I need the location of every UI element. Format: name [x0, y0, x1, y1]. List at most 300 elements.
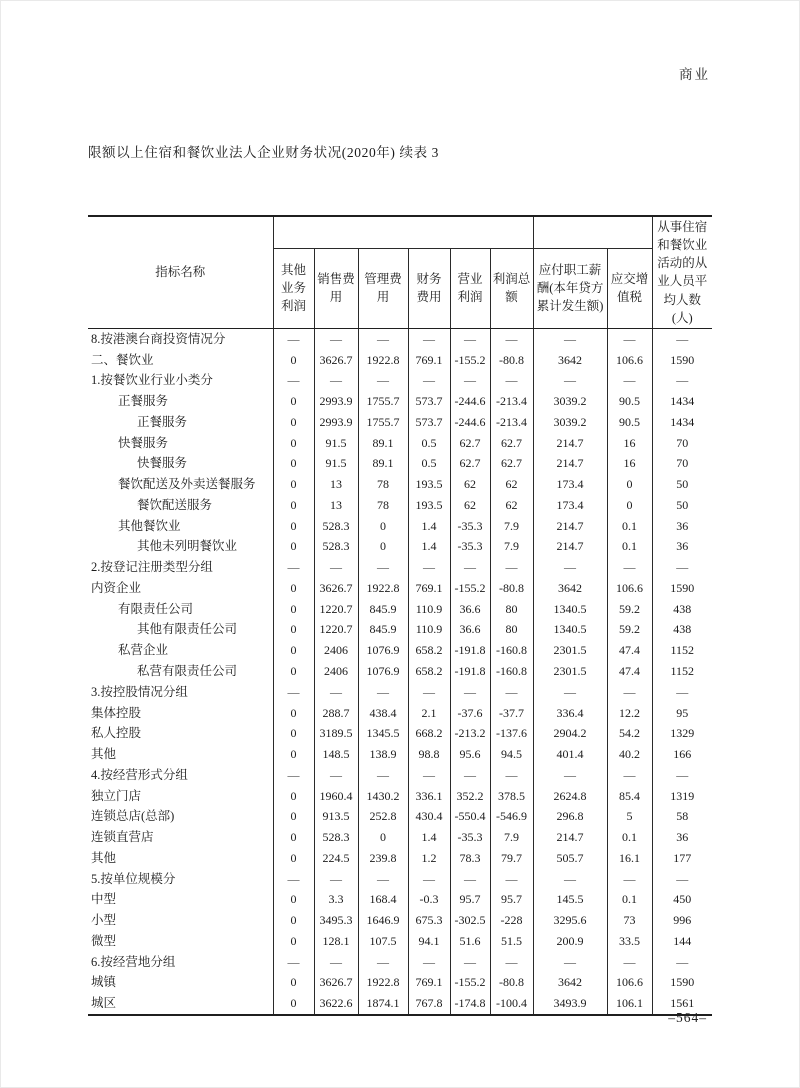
row-value: 3.3 [314, 889, 358, 910]
row-value: 0 [273, 848, 314, 869]
row-value: — [314, 952, 358, 973]
row-value: 73 [607, 910, 652, 931]
row-indicator: 微型 [91, 933, 117, 948]
row-value: 769.1 [408, 972, 450, 993]
row-value: 7.9 [490, 827, 533, 848]
row-indicator: 3.按控股情况分组 [91, 684, 188, 699]
row-value: — [450, 682, 490, 703]
row-value: — [314, 869, 358, 890]
row-value: 3039.2 [533, 391, 607, 412]
row-value: — [607, 328, 652, 349]
row-value: 1319 [652, 786, 712, 807]
row-value: — [652, 557, 712, 578]
row-value: 214.7 [533, 536, 607, 557]
row-value: 0 [358, 516, 408, 537]
row-value: -155.2 [450, 578, 490, 599]
row-value: 528.3 [314, 536, 358, 557]
row-indicator: 快餐服务 [137, 456, 188, 471]
row-value: 94.5 [490, 744, 533, 765]
row-value: 0 [273, 433, 314, 454]
row-value: — [408, 765, 450, 786]
row-value: 0 [273, 786, 314, 807]
row-value: 3622.6 [314, 993, 358, 1015]
row-value: 1646.9 [358, 910, 408, 931]
row-value: 16 [607, 433, 652, 454]
row-value: — [408, 869, 450, 890]
row-value: 0 [273, 619, 314, 640]
table-row [88, 661, 712, 682]
row-value: 0 [273, 703, 314, 724]
row-value: 78.3 [450, 848, 490, 869]
row-value: 3495.3 [314, 910, 358, 931]
header-col-sales-expense: 销售费用 [314, 248, 358, 328]
row-indicator: 快餐服务 [118, 435, 169, 450]
row-value: 438 [652, 619, 712, 640]
table-row [88, 453, 712, 474]
table-row [88, 516, 712, 537]
row-value: -546.9 [490, 806, 533, 827]
row-value: 62.7 [490, 453, 533, 474]
row-value: 95.7 [450, 889, 490, 910]
row-value: 95.7 [490, 889, 533, 910]
row-value: 13 [314, 495, 358, 516]
row-value: 51.5 [490, 931, 533, 952]
page-number: –564– [668, 1010, 707, 1025]
header-col-operating-profit: 营业利润 [450, 248, 490, 328]
row-value: 62.7 [490, 433, 533, 454]
row-indicator: 私营企业 [118, 643, 169, 658]
table-row [88, 599, 712, 620]
row-value: 1561 [652, 993, 712, 1015]
row-value: — [607, 682, 652, 703]
row-value: — [450, 869, 490, 890]
row-value: -244.6 [450, 412, 490, 433]
row-value: — [273, 557, 314, 578]
row-value: 3295.6 [533, 910, 607, 931]
row-value: 2301.5 [533, 661, 607, 682]
row-value: 845.9 [358, 599, 408, 620]
row-indicator: 连锁直营店 [91, 830, 154, 845]
row-value: 89.1 [358, 453, 408, 474]
row-value: -228 [490, 910, 533, 931]
row-value: 70 [652, 453, 712, 474]
table-row [88, 578, 712, 599]
row-indicator: 1.按餐饮业行业小类分 [91, 373, 213, 388]
row-value: 1434 [652, 391, 712, 412]
table-row [88, 952, 712, 973]
row-value: 1922.8 [358, 972, 408, 993]
table-row [88, 536, 712, 557]
row-value: 239.8 [358, 848, 408, 869]
row-indicator: 集体控股 [91, 705, 142, 720]
row-value: 62 [450, 474, 490, 495]
row-value: 47.4 [607, 640, 652, 661]
row-value: -213.4 [490, 412, 533, 433]
row-indicator: 私营有限责任公司 [137, 664, 238, 678]
row-value: 0 [273, 744, 314, 765]
row-value: 59.2 [607, 619, 652, 640]
header-indicator-name: 指标名称 [88, 216, 273, 328]
row-value: — [533, 557, 607, 578]
row-value: 36 [652, 827, 712, 848]
row-value: 573.7 [408, 412, 450, 433]
header-group-empty-2 [533, 216, 652, 248]
row-value: — [533, 328, 607, 349]
row-value: 0 [607, 474, 652, 495]
row-value: 1922.8 [358, 350, 408, 371]
row-value: — [490, 869, 533, 890]
row-value: 214.7 [533, 453, 607, 474]
row-value: 3642 [533, 350, 607, 371]
row-value: -35.3 [450, 516, 490, 537]
row-value: -155.2 [450, 350, 490, 371]
row-value: 450 [652, 889, 712, 910]
row-indicator: 其他餐饮业 [118, 518, 181, 533]
row-value: 0 [273, 931, 314, 952]
row-value: 214.7 [533, 516, 607, 537]
row-value: 0.1 [607, 889, 652, 910]
row-value: 70 [652, 433, 712, 454]
row-value: 47.4 [607, 661, 652, 682]
row-value: 1076.9 [358, 661, 408, 682]
row-value: 166 [652, 744, 712, 765]
row-value: 145.5 [533, 889, 607, 910]
row-indicator: 5.按单位规模分 [91, 871, 176, 886]
row-value: 33.5 [607, 931, 652, 952]
row-value: — [652, 370, 712, 391]
row-indicator: 8.按港澳台商投资情况分 [91, 331, 226, 346]
row-value: -80.8 [490, 972, 533, 993]
row-value: 1590 [652, 350, 712, 371]
row-value: 1076.9 [358, 640, 408, 661]
row-value: 16.1 [607, 848, 652, 869]
row-value: 0 [273, 827, 314, 848]
row-value: 3039.2 [533, 412, 607, 433]
row-value: — [607, 370, 652, 391]
row-indicator: 餐饮配送及外卖送餐服务 [118, 477, 256, 492]
row-value: — [408, 557, 450, 578]
row-value: 352.2 [450, 786, 490, 807]
row-value: 5 [607, 806, 652, 827]
row-value: 675.3 [408, 910, 450, 931]
row-value: 0.5 [408, 433, 450, 454]
row-value: 2624.8 [533, 786, 607, 807]
row-value: 1755.7 [358, 391, 408, 412]
table-row [88, 827, 712, 848]
table-row [88, 350, 712, 371]
row-value: -35.3 [450, 827, 490, 848]
row-value: 2904.2 [533, 723, 607, 744]
row-value: — [490, 370, 533, 391]
row-value: 1345.5 [358, 723, 408, 744]
row-value: — [533, 370, 607, 391]
row-value: — [490, 328, 533, 349]
row-value: 168.4 [358, 889, 408, 910]
header-col-payroll: 应付职工薪酬(本年贷方累计发生额) [533, 248, 607, 328]
row-value: 79.7 [490, 848, 533, 869]
row-value: 0 [273, 536, 314, 557]
row-value: -160.8 [490, 640, 533, 661]
row-value: — [450, 370, 490, 391]
row-value: -302.5 [450, 910, 490, 931]
row-indicator: 其他有限责任公司 [137, 622, 238, 637]
row-value: 1329 [652, 723, 712, 744]
row-value: 36 [652, 516, 712, 537]
row-value: — [490, 557, 533, 578]
row-indicator: 4.按经营形式分组 [91, 767, 188, 782]
row-value: 193.5 [408, 495, 450, 516]
row-value: 50 [652, 474, 712, 495]
row-value: 0 [273, 972, 314, 993]
row-value: 62 [490, 474, 533, 495]
row-value: 89.1 [358, 433, 408, 454]
header-col-admin-expense: 管理费用 [358, 248, 408, 328]
row-value: 505.7 [533, 848, 607, 869]
row-value: -191.8 [450, 640, 490, 661]
row-value: 85.4 [607, 786, 652, 807]
row-value: 573.7 [408, 391, 450, 412]
row-indicator: 正餐服务 [137, 414, 188, 429]
row-value: 106.1 [607, 993, 652, 1015]
row-value: 62 [490, 495, 533, 516]
row-value: — [273, 328, 314, 349]
row-value: — [358, 682, 408, 703]
row-value: 336.1 [408, 786, 450, 807]
row-value: 98.8 [408, 744, 450, 765]
row-value: 1755.7 [358, 412, 408, 433]
row-value: 59.2 [607, 599, 652, 620]
row-value: — [652, 952, 712, 973]
row-value: 94.1 [408, 931, 450, 952]
row-value: 2301.5 [533, 640, 607, 661]
row-value: — [533, 869, 607, 890]
row-value: 1152 [652, 640, 712, 661]
row-value: — [408, 682, 450, 703]
row-value: 173.4 [533, 495, 607, 516]
row-value: — [314, 557, 358, 578]
row-value: 0.1 [607, 827, 652, 848]
row-value: — [314, 765, 358, 786]
table-row [88, 412, 712, 433]
row-value: 95 [652, 703, 712, 724]
row-value: 2406 [314, 640, 358, 661]
row-value: 78 [358, 495, 408, 516]
row-value: 3626.7 [314, 350, 358, 371]
row-value: 1.4 [408, 536, 450, 557]
row-value: 658.2 [408, 640, 450, 661]
row-value: 16 [607, 453, 652, 474]
row-value: -37.7 [490, 703, 533, 724]
row-value: 1874.1 [358, 993, 408, 1015]
row-value: 62.7 [450, 433, 490, 454]
row-value: 1590 [652, 972, 712, 993]
row-value: 0.5 [408, 453, 450, 474]
table-row [88, 370, 712, 391]
row-indicator: 连锁总店(总部) [91, 809, 175, 824]
row-value: -155.2 [450, 972, 490, 993]
row-value: 90.5 [607, 412, 652, 433]
row-value: — [314, 682, 358, 703]
table-row [88, 619, 712, 640]
row-value: 13 [314, 474, 358, 495]
row-value: 1430.2 [358, 786, 408, 807]
row-value: — [358, 869, 408, 890]
row-value: — [607, 765, 652, 786]
row-value: 3642 [533, 578, 607, 599]
row-value: -137.6 [490, 723, 533, 744]
row-value: 80 [490, 599, 533, 620]
row-value: -244.6 [450, 391, 490, 412]
row-value: 1960.4 [314, 786, 358, 807]
row-value: — [652, 869, 712, 890]
row-value: 252.8 [358, 806, 408, 827]
header-col-total-profit: 利润总额 [490, 248, 533, 328]
row-value: 288.7 [314, 703, 358, 724]
row-value: 0 [273, 806, 314, 827]
row-value: 106.6 [607, 972, 652, 993]
row-value: 62.7 [450, 453, 490, 474]
table-row [88, 889, 712, 910]
row-value: 0 [358, 536, 408, 557]
row-value: 996 [652, 910, 712, 931]
row-value: 430.4 [408, 806, 450, 827]
row-value: 62 [450, 495, 490, 516]
row-value: 177 [652, 848, 712, 869]
row-value: — [533, 952, 607, 973]
row-value: 128.1 [314, 931, 358, 952]
row-value: 138.9 [358, 744, 408, 765]
row-value: — [533, 765, 607, 786]
row-value: — [408, 370, 450, 391]
row-value: 2993.9 [314, 391, 358, 412]
row-value: 0 [273, 993, 314, 1015]
row-value: 0 [273, 599, 314, 620]
row-value: 7.9 [490, 536, 533, 557]
row-indicator: 其他 [91, 850, 117, 865]
table-row [88, 495, 712, 516]
row-value: — [450, 952, 490, 973]
header-col-financial-expense: 财务费用 [408, 248, 450, 328]
row-value: — [273, 952, 314, 973]
row-value: 0 [273, 910, 314, 931]
row-value: — [358, 370, 408, 391]
row-value: 214.7 [533, 433, 607, 454]
row-value: -213.2 [450, 723, 490, 744]
row-value: 378.5 [490, 786, 533, 807]
row-value: 438.4 [358, 703, 408, 724]
row-indicator: 2.按登记注册类型分组 [91, 560, 213, 575]
table-row [88, 993, 712, 1015]
row-value: 0 [273, 889, 314, 910]
row-value: 658.2 [408, 661, 450, 682]
row-value: 173.4 [533, 474, 607, 495]
row-indicator: 其他未列明餐饮业 [137, 539, 238, 554]
row-value: 7.9 [490, 516, 533, 537]
row-value: — [533, 682, 607, 703]
row-value: 0.1 [607, 516, 652, 537]
row-value: 40.2 [607, 744, 652, 765]
row-value: 0 [273, 412, 314, 433]
row-value: — [314, 328, 358, 349]
row-value: 913.5 [314, 806, 358, 827]
row-indicator: 城区 [91, 996, 117, 1011]
row-value: 193.5 [408, 474, 450, 495]
table-row [88, 682, 712, 703]
row-value: 336.4 [533, 703, 607, 724]
row-value: — [358, 557, 408, 578]
row-value: 2993.9 [314, 412, 358, 433]
row-value: 2406 [314, 661, 358, 682]
table-row [88, 640, 712, 661]
header-group-empty-1 [273, 216, 533, 248]
row-value: 91.5 [314, 433, 358, 454]
table-row [88, 910, 712, 931]
table-row [88, 723, 712, 744]
row-value: — [607, 952, 652, 973]
row-value: 3189.5 [314, 723, 358, 744]
row-value: 36.6 [450, 599, 490, 620]
row-value: 528.3 [314, 516, 358, 537]
row-value: — [408, 952, 450, 973]
table-row [88, 557, 712, 578]
row-value: 3493.9 [533, 993, 607, 1015]
table-title: 限额以上住宿和餐饮业法人企业财务状况(2020年) 续表 3 [88, 145, 439, 160]
table-row [88, 869, 712, 890]
row-value: 107.5 [358, 931, 408, 952]
row-value: 3626.7 [314, 972, 358, 993]
row-indicator: 正餐服务 [118, 394, 169, 409]
row-value: 110.9 [408, 619, 450, 640]
row-value: 58 [652, 806, 712, 827]
row-value: — [450, 765, 490, 786]
row-value: 0 [358, 827, 408, 848]
row-value: 0 [273, 516, 314, 537]
row-value: — [408, 328, 450, 349]
table-row [88, 972, 712, 993]
row-value: -160.8 [490, 661, 533, 682]
row-indicator: 餐饮配送服务 [137, 497, 213, 512]
row-value: 91.5 [314, 453, 358, 474]
row-value: 1590 [652, 578, 712, 599]
row-value: 78 [358, 474, 408, 495]
row-value: 106.6 [607, 578, 652, 599]
table-row [88, 806, 712, 827]
row-indicator: 城镇 [91, 975, 117, 990]
row-value: 668.2 [408, 723, 450, 744]
row-value: — [273, 682, 314, 703]
row-value: 1220.7 [314, 619, 358, 640]
row-value: 3642 [533, 972, 607, 993]
row-value: 0 [273, 350, 314, 371]
row-indicator: 6.按经营地分组 [91, 954, 176, 969]
row-value: 148.5 [314, 744, 358, 765]
row-value: 0 [273, 474, 314, 495]
header-col-other-profit: 其他业务利润 [273, 248, 314, 328]
row-indicator: 二、餐饮业 [91, 352, 154, 367]
row-value: 3626.7 [314, 578, 358, 599]
row-value: -174.8 [450, 993, 490, 1015]
row-value: — [358, 765, 408, 786]
row-value: 1.2 [408, 848, 450, 869]
row-value: 144 [652, 931, 712, 952]
row-value: 36.6 [450, 619, 490, 640]
row-indicator: 中型 [91, 892, 117, 907]
row-value: 1152 [652, 661, 712, 682]
chapter-corner-label: 商业 [679, 67, 710, 82]
table-body [88, 328, 712, 1015]
row-value: — [273, 765, 314, 786]
row-value: -213.4 [490, 391, 533, 412]
